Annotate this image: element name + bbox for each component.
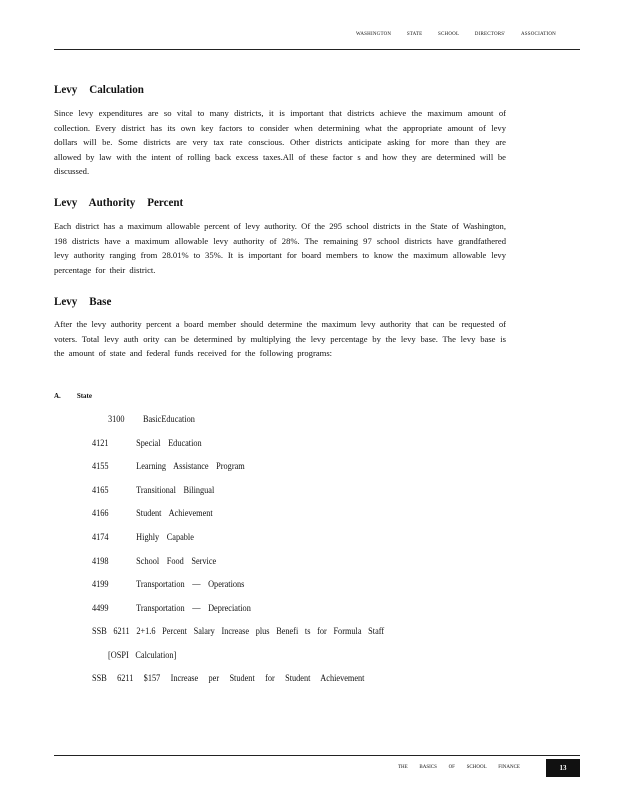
footer-word: BASICS (419, 765, 437, 770)
ssb-line: SSB 6211 2+1.6 Percent Salary Increase plus Benefi ts for Formula Staff (92, 626, 385, 636)
program-name: BasicEducation (142, 414, 195, 424)
program-row (92, 438, 202, 448)
program-row (92, 556, 216, 566)
program-name: Student Achievement (136, 508, 213, 518)
program-name: Highly Capable (136, 532, 194, 542)
program-code: 3100 (108, 414, 125, 424)
section-title-levy-base: Levy Base (54, 294, 112, 308)
footer-word: OF (448, 765, 455, 770)
program-row (92, 461, 245, 471)
program-name: Learning Assistance Program (136, 461, 245, 471)
section-title-levy-calculation: Levy Calculation (54, 82, 144, 96)
program-row (92, 532, 194, 542)
program-row (108, 414, 195, 424)
program-code: 4198 (92, 556, 109, 566)
paragraph-levy-calculation: Since levy expenditures are so vital to many districts, it is important that districts achieve the maximum amount of collection. Every district has its own key factors to consider when determining what the appropriate amount of levy dollars will be. Some districts are very tax rate conscious. Other districts anticipate asking for more than they are allowed by law with the intent of rolling back excess taxes.All of these factor s and how they are determined will be discussed. (54, 108, 506, 176)
footer-word: SCHOOL (466, 765, 487, 770)
program-row (92, 508, 213, 518)
program-code: 4121 (92, 438, 109, 448)
footer-word: THE (398, 765, 408, 770)
program-name: Transportation — Depreciation (136, 603, 251, 613)
program-code: 4174 (92, 532, 109, 542)
program-code: 4199 (92, 579, 109, 589)
header-word: WASHINGTON (356, 32, 392, 37)
program-name: Transitional Bilingual (136, 485, 215, 495)
footer-rule (54, 755, 580, 756)
ssb-line: SSB 6211 $157 Increase per Student for Student Achievement (92, 673, 365, 683)
program-row (92, 485, 214, 495)
sub-heading-letter: A. (54, 392, 61, 400)
program-name: Special Education (136, 438, 202, 448)
program-code: 4155 (92, 461, 109, 471)
program-code: 4499 (92, 603, 109, 613)
running-footer (398, 765, 520, 770)
running-header (356, 32, 556, 37)
page-number-badge: 13 (546, 759, 580, 777)
header-word: SCHOOL (438, 32, 460, 37)
program-row (92, 603, 251, 613)
sub-heading-state (54, 392, 92, 400)
header-word: STATE (406, 32, 423, 37)
header-word: DIRECTORS' (474, 32, 506, 37)
program-code: 4166 (92, 508, 109, 518)
paragraph-levy-authority-percent: Each district has a maximum allowable percent of levy authority. Of the 295 school districts in the State of Washington, 198 districts have a maximum allowable levy authority of 28%. The remaining 97 school districts have grandfathered levy authority ranging from 28.01% to 35%. It is important for board members to know the maximum allowable levy percentage for their district. (54, 221, 506, 275)
program-name: School Food Service (136, 556, 217, 566)
program-name: Transportation — Operations (136, 579, 245, 589)
section-title-levy-authority-percent: Levy Authority Percent (54, 195, 184, 209)
paragraph-levy-base: After the levy authority percent a board member should determine the maximum levy authority that can be requested of voters. Total levy auth ority can be determined by multiplying the levy percentage by the levy base. The levy base is the amount of state and federal funds received for the following programs: (54, 319, 506, 358)
footer-word: FINANCE (498, 765, 520, 770)
ssb-line: [OSPI Calculation] (108, 650, 177, 660)
header-word: ASSOCIATION (520, 32, 556, 37)
program-code: 4165 (92, 485, 109, 495)
header-rule (54, 49, 580, 50)
program-row (92, 579, 244, 589)
sub-heading-label: State (76, 392, 92, 400)
